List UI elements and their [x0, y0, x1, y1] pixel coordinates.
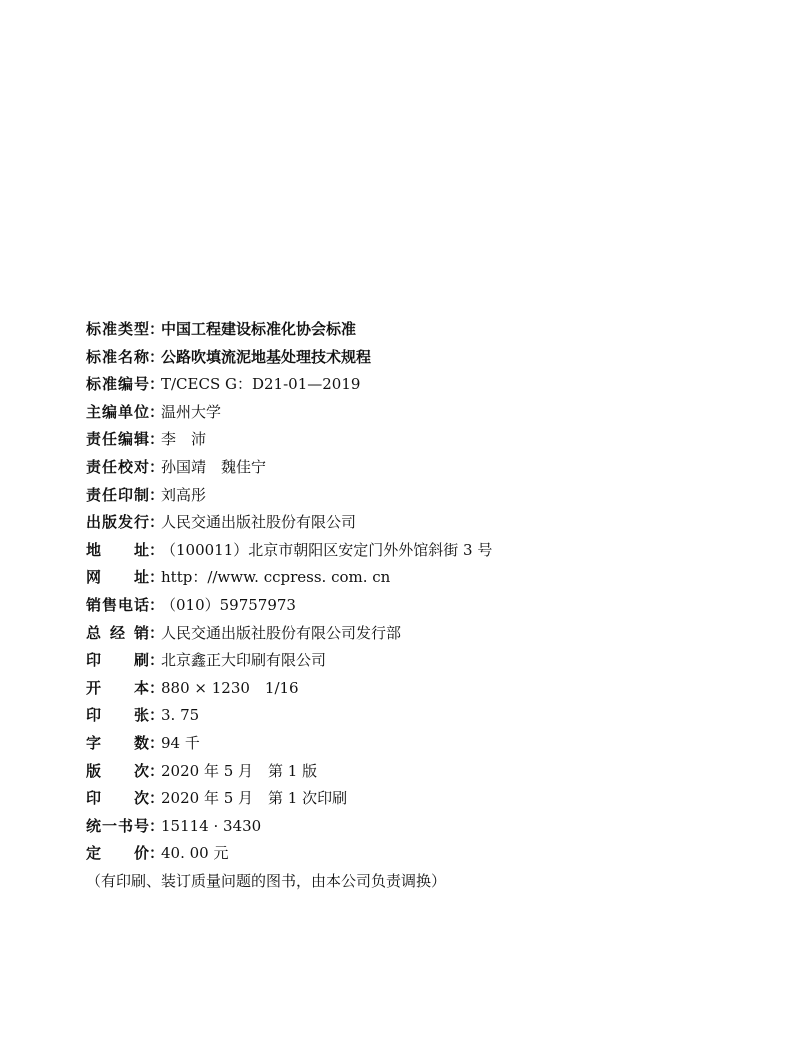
colophon-separator: ： [149, 430, 165, 449]
colophon-value: 880 × 1230 1/16 [161, 678, 299, 697]
colophon-row [86, 426, 766, 454]
colophon-separator: ： [149, 402, 165, 421]
colophon-row [86, 675, 766, 703]
colophon-label: 开本 [86, 678, 149, 697]
colophon-row [86, 509, 766, 537]
colophon-row [86, 785, 766, 813]
colophon-value: 2020 年 5 月 第 1 版 [161, 761, 318, 780]
colophon-row [86, 813, 766, 841]
colophon-value: 刘高彤 [161, 485, 207, 504]
colophon-label: 总经销 [86, 623, 149, 642]
colophon-row [86, 620, 766, 648]
colophon-separator: ： [149, 678, 165, 697]
colophon-value: 人民交通出版社股份有限公司发行部 [161, 623, 402, 642]
colophon-separator: ： [149, 651, 165, 670]
colophon-row [86, 702, 766, 730]
colophon-label: 标准名称 [86, 347, 149, 366]
colophon-label: 版次 [86, 761, 149, 780]
colophon-row [86, 316, 766, 344]
colophon-value: 2020 年 5 月 第 1 次印刷 [161, 789, 348, 808]
colophon-value: （010）59757973 [161, 595, 296, 614]
colophon-value: 3. 75 [161, 706, 200, 725]
colophon-label: 责任校对 [86, 457, 149, 476]
colophon-row [86, 592, 766, 620]
colophon-row [86, 564, 766, 592]
colophon-value: 北京鑫正大印刷有限公司 [161, 651, 327, 670]
colophon-separator: ： [149, 844, 165, 863]
colophon-label: 地址 [86, 540, 149, 559]
colophon-label: 字数 [86, 733, 149, 752]
colophon-label: 印刷 [86, 651, 149, 670]
colophon-separator: ： [149, 706, 165, 725]
colophon-label: 出版发行 [86, 513, 149, 532]
colophon-label: 标准类型 [86, 320, 149, 338]
colophon-row [86, 482, 766, 510]
colophon-value: 40. 00 元 [161, 844, 229, 863]
colophon-row [86, 758, 766, 786]
colophon-separator: ： [149, 761, 165, 780]
colophon-value: 人民交通出版社股份有限公司 [161, 513, 357, 532]
colophon-value: 温州大学 [161, 402, 222, 421]
colophon-row [86, 454, 766, 482]
colophon-value: 公路吹填流泥地基处理技术规程 [161, 347, 372, 366]
colophon-label: 责任编辑 [86, 430, 149, 449]
colophon-separator: ： [149, 320, 165, 338]
colophon-label: 主编单位 [86, 402, 149, 421]
colophon-separator: ： [149, 789, 165, 808]
colophon-separator: ： [149, 623, 165, 642]
colophon-row [86, 371, 766, 399]
colophon-label: 责任印制 [86, 485, 149, 504]
colophon-label: 定价 [86, 844, 149, 863]
colophon-separator: ： [149, 816, 165, 835]
colophon-label: 标准编号 [86, 375, 149, 394]
colophon-label: 印次 [86, 789, 149, 808]
colophon-label: 网址 [86, 568, 149, 587]
colophon-separator: ： [149, 457, 165, 476]
colophon-value: （100011）北京市朝阳区安定门外外馆斜街 3 号 [161, 540, 493, 559]
colophon-label: 销售电话 [86, 595, 149, 614]
colophon-rows [86, 316, 766, 868]
colophon-row [86, 344, 766, 372]
colophon-separator: ： [149, 568, 165, 587]
colophon-label: 印张 [86, 706, 149, 725]
colophon-row [86, 730, 766, 758]
colophon-row [86, 537, 766, 565]
colophon-separator: ： [149, 540, 165, 559]
colophon-separator: ： [149, 513, 165, 532]
colophon-value: 李 沛 [161, 430, 207, 449]
colophon-label: 统一书号 [86, 816, 149, 835]
colophon-row [86, 399, 766, 427]
colophon-separator: ： [149, 375, 165, 394]
colophon-value: http：//www. ccpress. com. cn [161, 568, 391, 587]
colophon-separator: ： [149, 733, 165, 752]
colophon-value: T/CECS G：D21-01—2019 [161, 375, 361, 394]
footnote: （有印刷、装订质量问题的图书，由本公司负责调换） [86, 871, 447, 890]
colophon-separator: ： [149, 595, 165, 614]
colophon-value: 中国工程建设标准化协会标准 [161, 320, 357, 338]
colophon-value: 94 千 [161, 733, 200, 752]
colophon-block [86, 316, 766, 895]
colophon-separator: ： [149, 347, 165, 366]
colophon-row [86, 840, 766, 868]
colophon-row [86, 647, 766, 675]
colophon-value: 孙国靖 魏佳宁 [161, 457, 267, 476]
colophon-separator: ： [149, 485, 165, 504]
colophon-value: 15114 · 3430 [161, 816, 262, 835]
